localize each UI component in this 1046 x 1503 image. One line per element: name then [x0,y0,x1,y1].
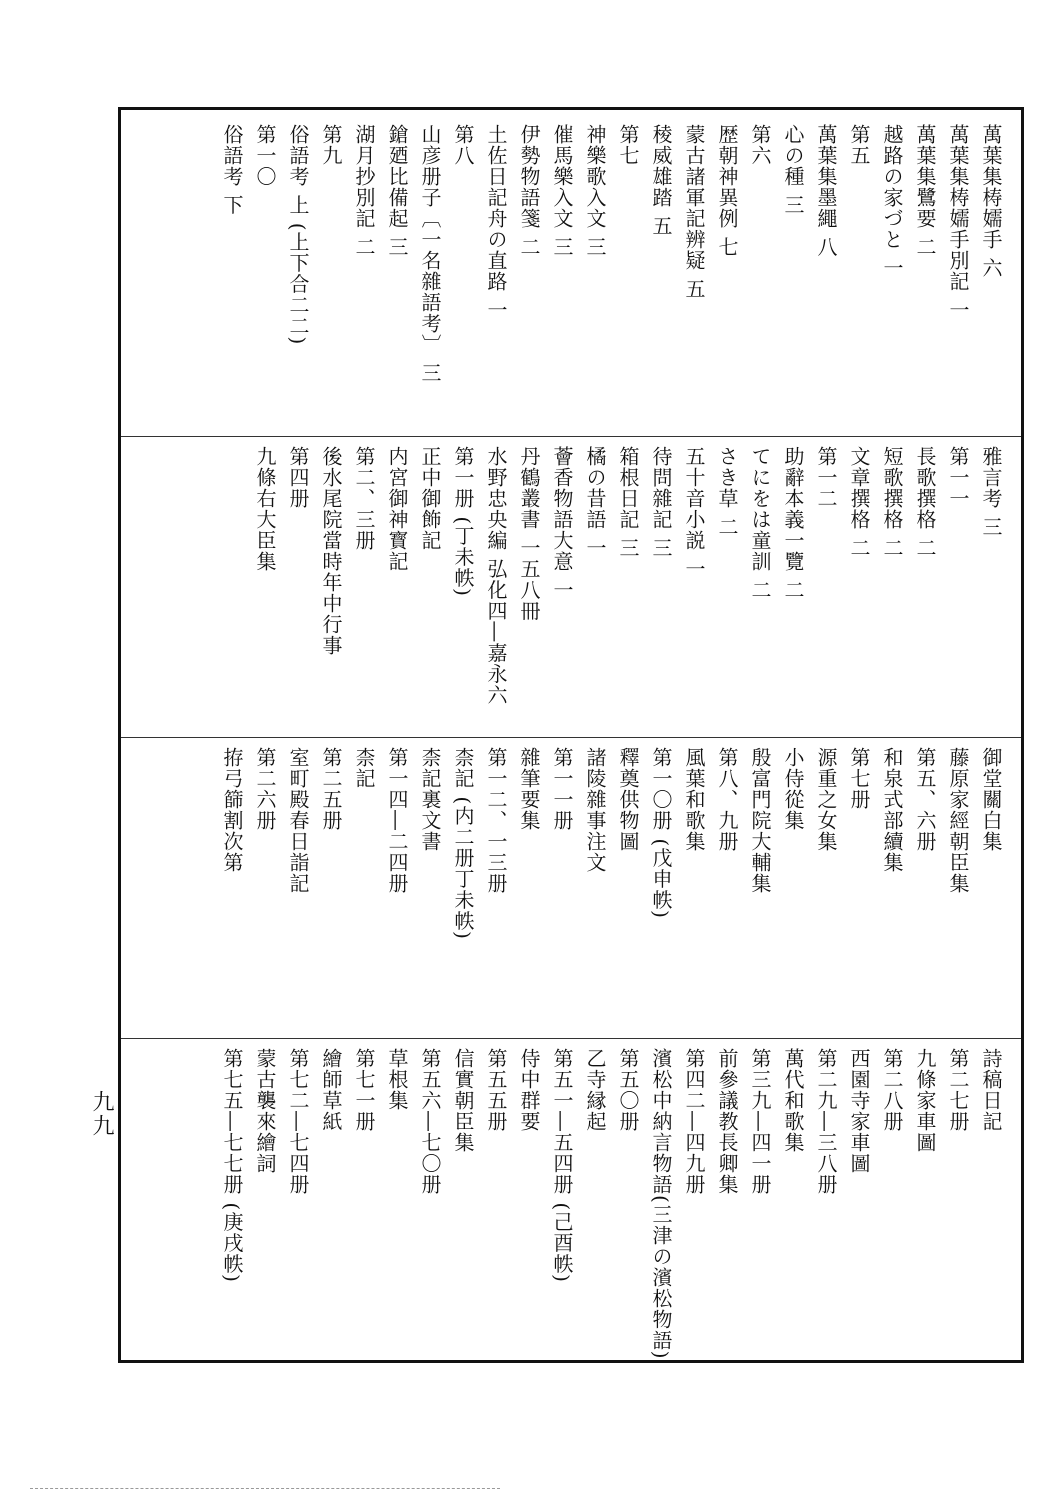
entry-line: さき草 二 [715,446,739,538]
entry-line: 第五六―七〇册 [418,1048,442,1195]
entry-line: 御堂關白集 [979,747,1003,852]
entry-line: 第五〇册 [616,1048,640,1132]
entry-line: 乙寺縁起 [583,1048,607,1132]
entry-line: 柰記 [352,747,376,789]
entry-line: 水野忠央編 弘化四―嘉永六 [484,446,508,706]
bottom-rule [30,1488,500,1489]
entry-line: 歴朝神異例 七 [715,124,739,258]
entry-line: 雅言考 三 [979,446,1003,538]
entry-line: 第九 [319,124,343,166]
entry-line: 正中御飾記 [418,446,442,551]
entry-line: 第七五―七七册 (庚戌帙) [220,1048,244,1283]
entry-line: 九條家車圖 [913,1048,937,1153]
entry-line: 萬葉集墨繩 八 [814,124,838,258]
entry-line: 第一二、一三册 [484,747,508,894]
entry-line: 鎗廼比備起 三 [385,124,409,258]
entry-line: 第一二 [814,446,838,509]
entry-line: 第五五册 [484,1048,508,1132]
entry-line: 和泉式部續集 [880,747,904,873]
entry-line: 柰記裏文書 [418,747,442,852]
tier-3 [135,747,1007,1027]
entry-line: 小侍從集 [781,747,805,831]
entry-line: 柰記 (内二册丁未帙) [451,747,475,940]
entry-line: 源重之女集 [814,747,838,852]
entry-line: 第七二―七四册 [286,1048,310,1195]
entry-line: 萬葉集梼嬬手別記 一 [946,124,970,321]
entry-line: 第二八册 [880,1048,904,1132]
entry-line: 侍中群要 [517,1048,541,1132]
entry-line: 伊勢物語箋 二 [517,124,541,258]
entry-line: 神樂歌入文 三 [583,124,607,258]
page-number: 九九 [89,1090,114,1138]
entry-line: 俗語考 下 [220,124,244,216]
entry-line: 第八 [451,124,475,166]
entry-line: 第三九―四一册 [748,1048,772,1195]
entry-line: 第二、三册 [352,446,376,551]
entry-line: 助辭本義一覽 二 [781,446,805,601]
entry-line: 濱松中納言物語(三津の濱松物語) [649,1048,673,1360]
entry-line: 俗語考 上 (上下合二二) [286,124,310,346]
entry-line: 第一〇册 (戊申帙) [649,747,673,919]
entry-line: 第一册 (丁未帙) [451,446,475,597]
entry-line: 長歌撰格 二 [913,446,937,559]
entry-line: 第七册 [847,747,871,810]
entry-line: 薈香物語大意 一 [550,446,574,601]
entry-line: 雜筆要集 [517,747,541,831]
entry-line: 丹鶴叢書 一五八冊 [517,446,541,622]
entry-line: 第六 [748,124,772,166]
tier-1 [135,124,1007,434]
entry-line: 山彦册子〔一名雜語考〕 三 [418,124,442,384]
entry-line: 拵弓篩割次第 [220,747,244,873]
tier-divider [121,436,1021,437]
entry-line: 橘の昔語 一 [583,446,607,559]
entry-line: 詩稿日記 [979,1048,1003,1132]
entry-line: 第二六册 [253,747,277,831]
entry-line: 第一四―二四册 [385,747,409,894]
entry-line: 第五、六册 [913,747,937,852]
entry-line: 蒙古襲來繪詞 [253,1048,277,1174]
tier-divider [121,1038,1021,1039]
entry-line: てにをは童訓 二 [748,446,772,601]
entry-line: 殷富門院大輔集 [748,747,772,894]
entry-line: 諸陵雜事注文 [583,747,607,873]
entry-line: 蒙古諸軍記辨疑 五 [682,124,706,300]
entry-line: 越路の家づと 一 [880,124,904,279]
tier-2 [135,446,1007,726]
entry-line: 箱根日記 三 [616,446,640,559]
entry-line: 第八、九册 [715,747,739,852]
entry-line: 稜威雄踏 五 [649,124,673,237]
entry-line: 第四二―四九册 [682,1048,706,1195]
entry-line: 藤原家經朝臣集 [946,747,970,894]
entry-line: 短歌撰格 二 [880,446,904,559]
entry-line: 土佐日記舟の直路 一 [484,124,508,321]
entry-line: 内宮御神寳記 [385,446,409,572]
entry-line: 釋奠供物圖 [616,747,640,852]
entry-line: 前參議教長卿集 [715,1048,739,1195]
entry-line: 催馬樂入文 三 [550,124,574,258]
entry-line: 第七一册 [352,1048,376,1132]
entry-line: 湖月抄別記 二 [352,124,376,258]
entry-line: 第二五册 [319,747,343,831]
entry-line: 五十音小説 一 [682,446,706,580]
entry-line: 待問雜記 三 [649,446,673,559]
entry-line: 後水尾院當時年中行事 [319,446,343,656]
entry-line: 萬葉集梼嬬手 六 [979,124,1003,279]
entry-line: 第五 [847,124,871,166]
entry-line: 心の種 三 [781,124,805,216]
entry-line: 文章撰格 二 [847,446,871,559]
entry-line: 第一〇 [253,124,277,187]
entry-line: 繪師草紙 [319,1048,343,1132]
entry-line: 第二九―三八册 [814,1048,838,1195]
entry-line: 風葉和歌集 [682,747,706,852]
entry-line: 第四册 [286,446,310,509]
entry-line: 西園寺家車圖 [847,1048,871,1174]
entry-line: 第五一―五四册 (己酉帙) [550,1048,574,1283]
entry-line: 九條右大臣集 [253,446,277,572]
entry-line: 第一一册 [550,747,574,831]
page-frame [118,107,1024,1363]
tier-4 [135,1048,1007,1360]
entry-line: 萬代和歌集 [781,1048,805,1153]
entry-line: 萬葉集鷺要 二 [913,124,937,258]
tier-divider [121,737,1021,738]
entry-line: 信實朝臣集 [451,1048,475,1153]
entry-line: 室町殿春日詣記 [286,747,310,894]
entry-line: 第二七册 [946,1048,970,1132]
entry-line: 草根集 [385,1048,409,1111]
entry-line: 第一一 [946,446,970,509]
entry-line: 第七 [616,124,640,166]
